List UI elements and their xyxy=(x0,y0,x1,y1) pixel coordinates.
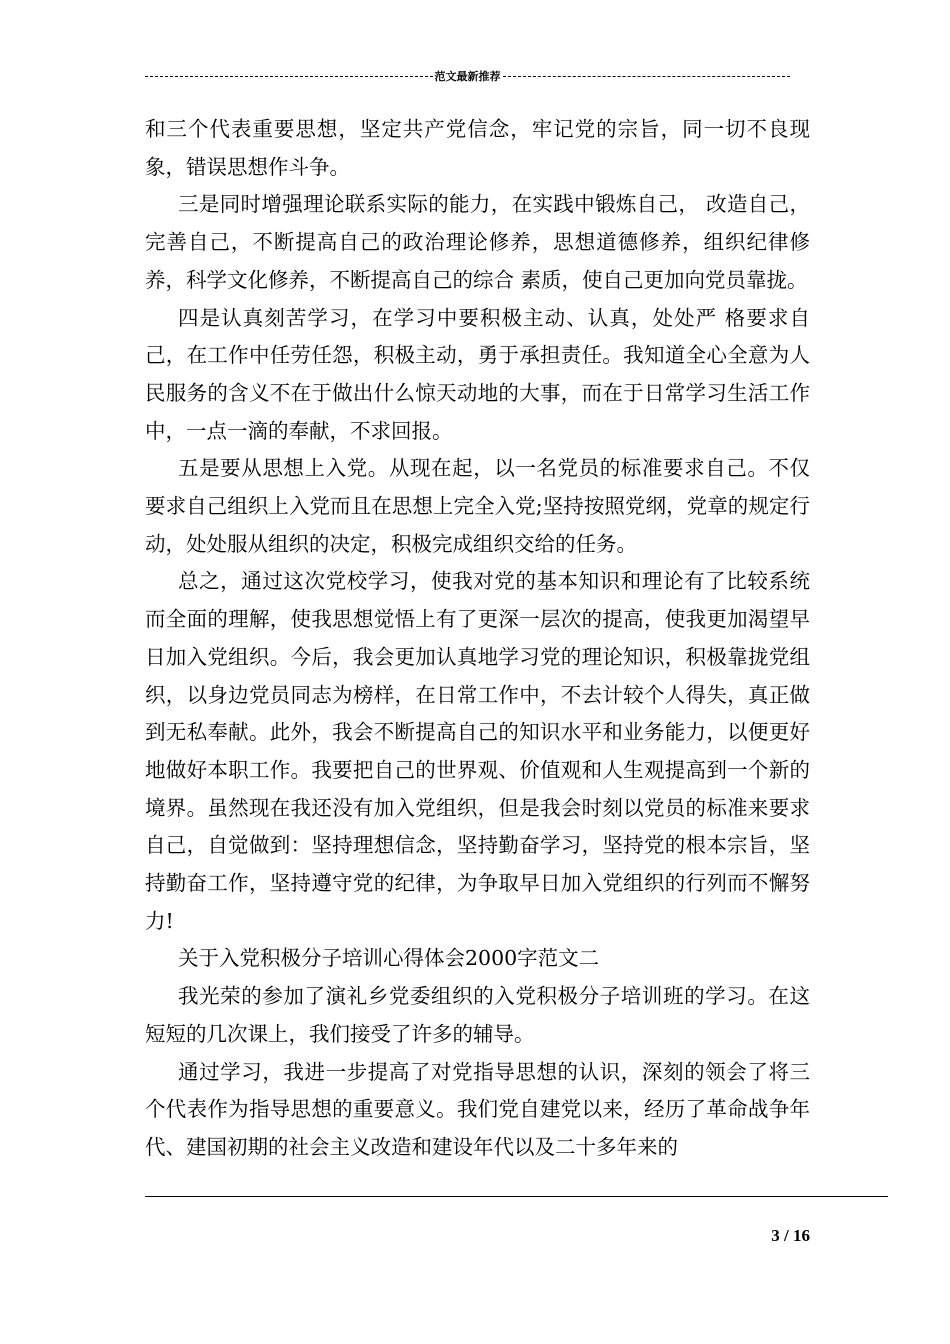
paragraph-5: 总之，通过这次党校学习，使我对党的基本知识和理论有了比较系统而全面的理解，使我思想觉悟上有了更深一层次的提高，使我更加渴望早日加入党组织。今后，我会更加认真地学习党的理论知识，积极靠拢党组织，以身边党员同志为榜样，在日常工作中，不去计较个人得失，真正做到无私奉献。此外，我会不断提高自己的知识水平和业务能力，以便更好地做好本职工作。我要把自己的世界观、价值观和人生观提高到一个新的境界。虽然现在我还没有加入党组织，但是我会时刻以党员的标准来要求自己，自觉做到：坚持理想信念，坚持勤奋学习，坚持党的根本宗旨，坚持勤奋工作，坚持遵守党的纪律，为争取早日加入党组织的行列而不懈努力! xyxy=(145,569,810,933)
paragraph-3: 四是认真刻苦学习，在学习中要积极主动、认真，处处严 格要求自己，在工作中任劳任怨，积极主动，勇于承担责任。我知道全心全意为人民服务的含义不在于做出什么惊天动地的大事，而在于日常学习生活工作中，一点一滴的奉献，不求回报。 xyxy=(145,305,810,443)
header-dash-right xyxy=(503,76,791,77)
header-text: 范文最新推荐 xyxy=(434,70,501,83)
paragraph-6: 我光荣的参加了演礼乡党委组织的入党积极分子培训班的学习。在这短短的几次课上，我们接受了许多的辅导。 xyxy=(145,984,810,1046)
paragraph-2: 三是同时增强理论联系实际的能力，在实践中锻炼自己， 改造自己，完善自己，不断提高自己的政治理论修养，思想道德修养，组织纪律修养，科学文化修养，不断提高自己的综合 素质，使自己更加向党员靠拢。 xyxy=(145,192,810,292)
header-dash-left xyxy=(145,76,433,77)
paragraph-7: 通过学习，我进一步提高了对党指导思想的认识，深刻的领会了将三个代表作为指导思想的重要意义。我们党自建党以来，经历了革命战争年代、建国初期的社会主义改造和建设年代以及二十多年来的 xyxy=(145,1059,810,1159)
section-heading: 关于入党积极分子培训心得体会2000字范文二 xyxy=(178,946,600,971)
document-body xyxy=(145,111,810,1167)
page-header xyxy=(145,66,790,86)
footer-rule xyxy=(145,1196,888,1197)
paragraph-4: 五是要从思想上入党。从现在起，以一名党员的标准要求自己。不仅要求自己组织上入党而且在思想上完全入党;坚持按照党纲，党章的规定行动，处处服从组织的决定，积极完成组织交给的任务。 xyxy=(145,456,810,556)
paragraph-1: 和三个代表重要思想，坚定共产党信念，牢记党的宗旨，同一切不良现象，错误思想作斗争。 xyxy=(145,117,810,179)
page-number: 3 / 16 xyxy=(771,1226,810,1245)
